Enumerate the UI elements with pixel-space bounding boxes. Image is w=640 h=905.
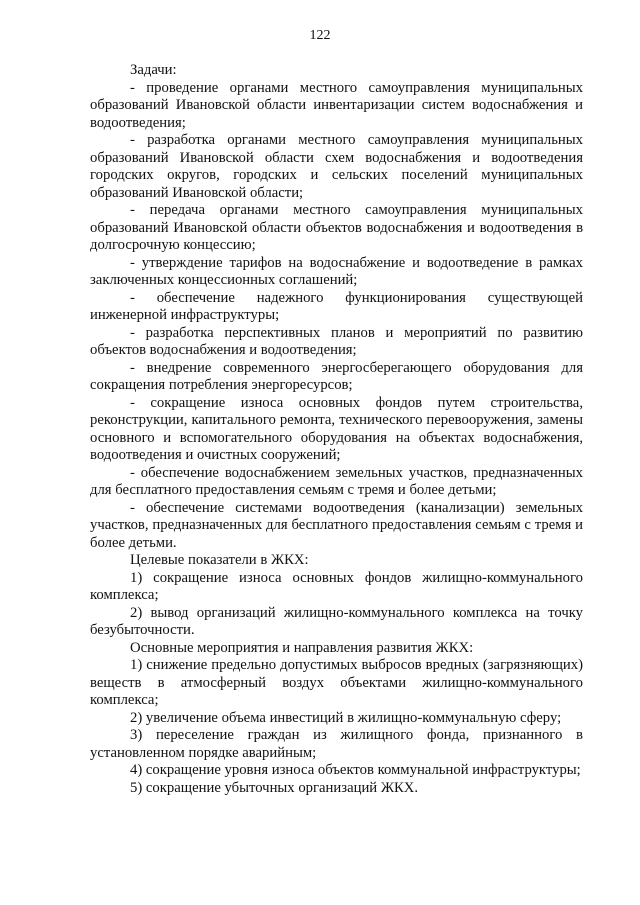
indicator-item: 1) сокращение износа основных фондов жилищно-коммунального комплекса; [90,569,583,603]
task-item: - проведение органами местного самоуправления муниципальных образований Ивановской области инвентаризации систем водоснабжения и водоотведения; [90,79,583,131]
task-item: - разработка органами местного самоуправления муниципальных образований Ивановской области схем водоснабжения и водоотведения городских округов, городских и сельских поселений муниципальных образований Ивановской области; [90,132,583,201]
activity-item: 2) увеличение объема инвестиций в жилищно-коммунальную сферу; [130,709,562,726]
task-item: - обеспечение надежного функционирования существующей инженерной инфраструктуры; [90,289,583,323]
task-item: - передача органами местного самоуправления муниципальных образований Ивановской области объектов водоснабжения и водоотведения в долгосрочную концессию; [90,202,583,253]
page-number: 122 [309,28,331,43]
heading-main-activities: Основные мероприятия и направления развития ЖКХ: [130,639,474,656]
activity-item: 1) снижение предельно допустимых выбросов вредных (загрязняющих) веществ в атмосферный воздух объектами жилищно-коммунального комплекса; [90,657,583,708]
heading-target-indicators: Целевые показатели в ЖКХ: [130,552,309,568]
task-item: - обеспечение системами водоотведения (канализации) земельных участков, предназначенных для бесплатного предоставления семьям с тремя и более детьми. [90,499,583,551]
task-item: - внедрение современного энергосберегающего оборудования для сокращения потребления энергоресурсов; [90,359,583,393]
activity-item: 4) сокращение уровня износа объектов коммунальной инфраструктуры; [130,762,581,778]
document-body [90,62,583,797]
activity-item: 5) сокращение убыточных организаций ЖКХ. [130,779,419,796]
task-item: - утверждение тарифов на водоснабжение и водоотведение в рамках заключенных концессионных соглашений; [90,254,583,288]
task-item: - обеспечение водоснабжением земельных участков, предназначенных для бесплатного предоставления семьям с тремя и более детьми; [90,464,583,498]
heading-tasks: Задачи: [130,62,177,78]
task-item: - сокращение износа основных фондов путем строительства, реконструкции, капитального ремонта, технического перевооружения, замены основного и вспомогательного оборудования на объектах водоснабжения, водоотведения и очистных сооружений; [90,394,583,463]
activity-item: 3) переселение граждан из жилищного фонда, признанного в установленном порядке аварийным; [90,727,583,761]
task-item: - разработка перспективных планов и мероприятий по развитию объектов водоснабжения и водоотведения; [90,324,583,358]
indicator-item: 2) вывод организаций жилищно-коммунального комплекса на точку безубыточности. [90,604,583,638]
